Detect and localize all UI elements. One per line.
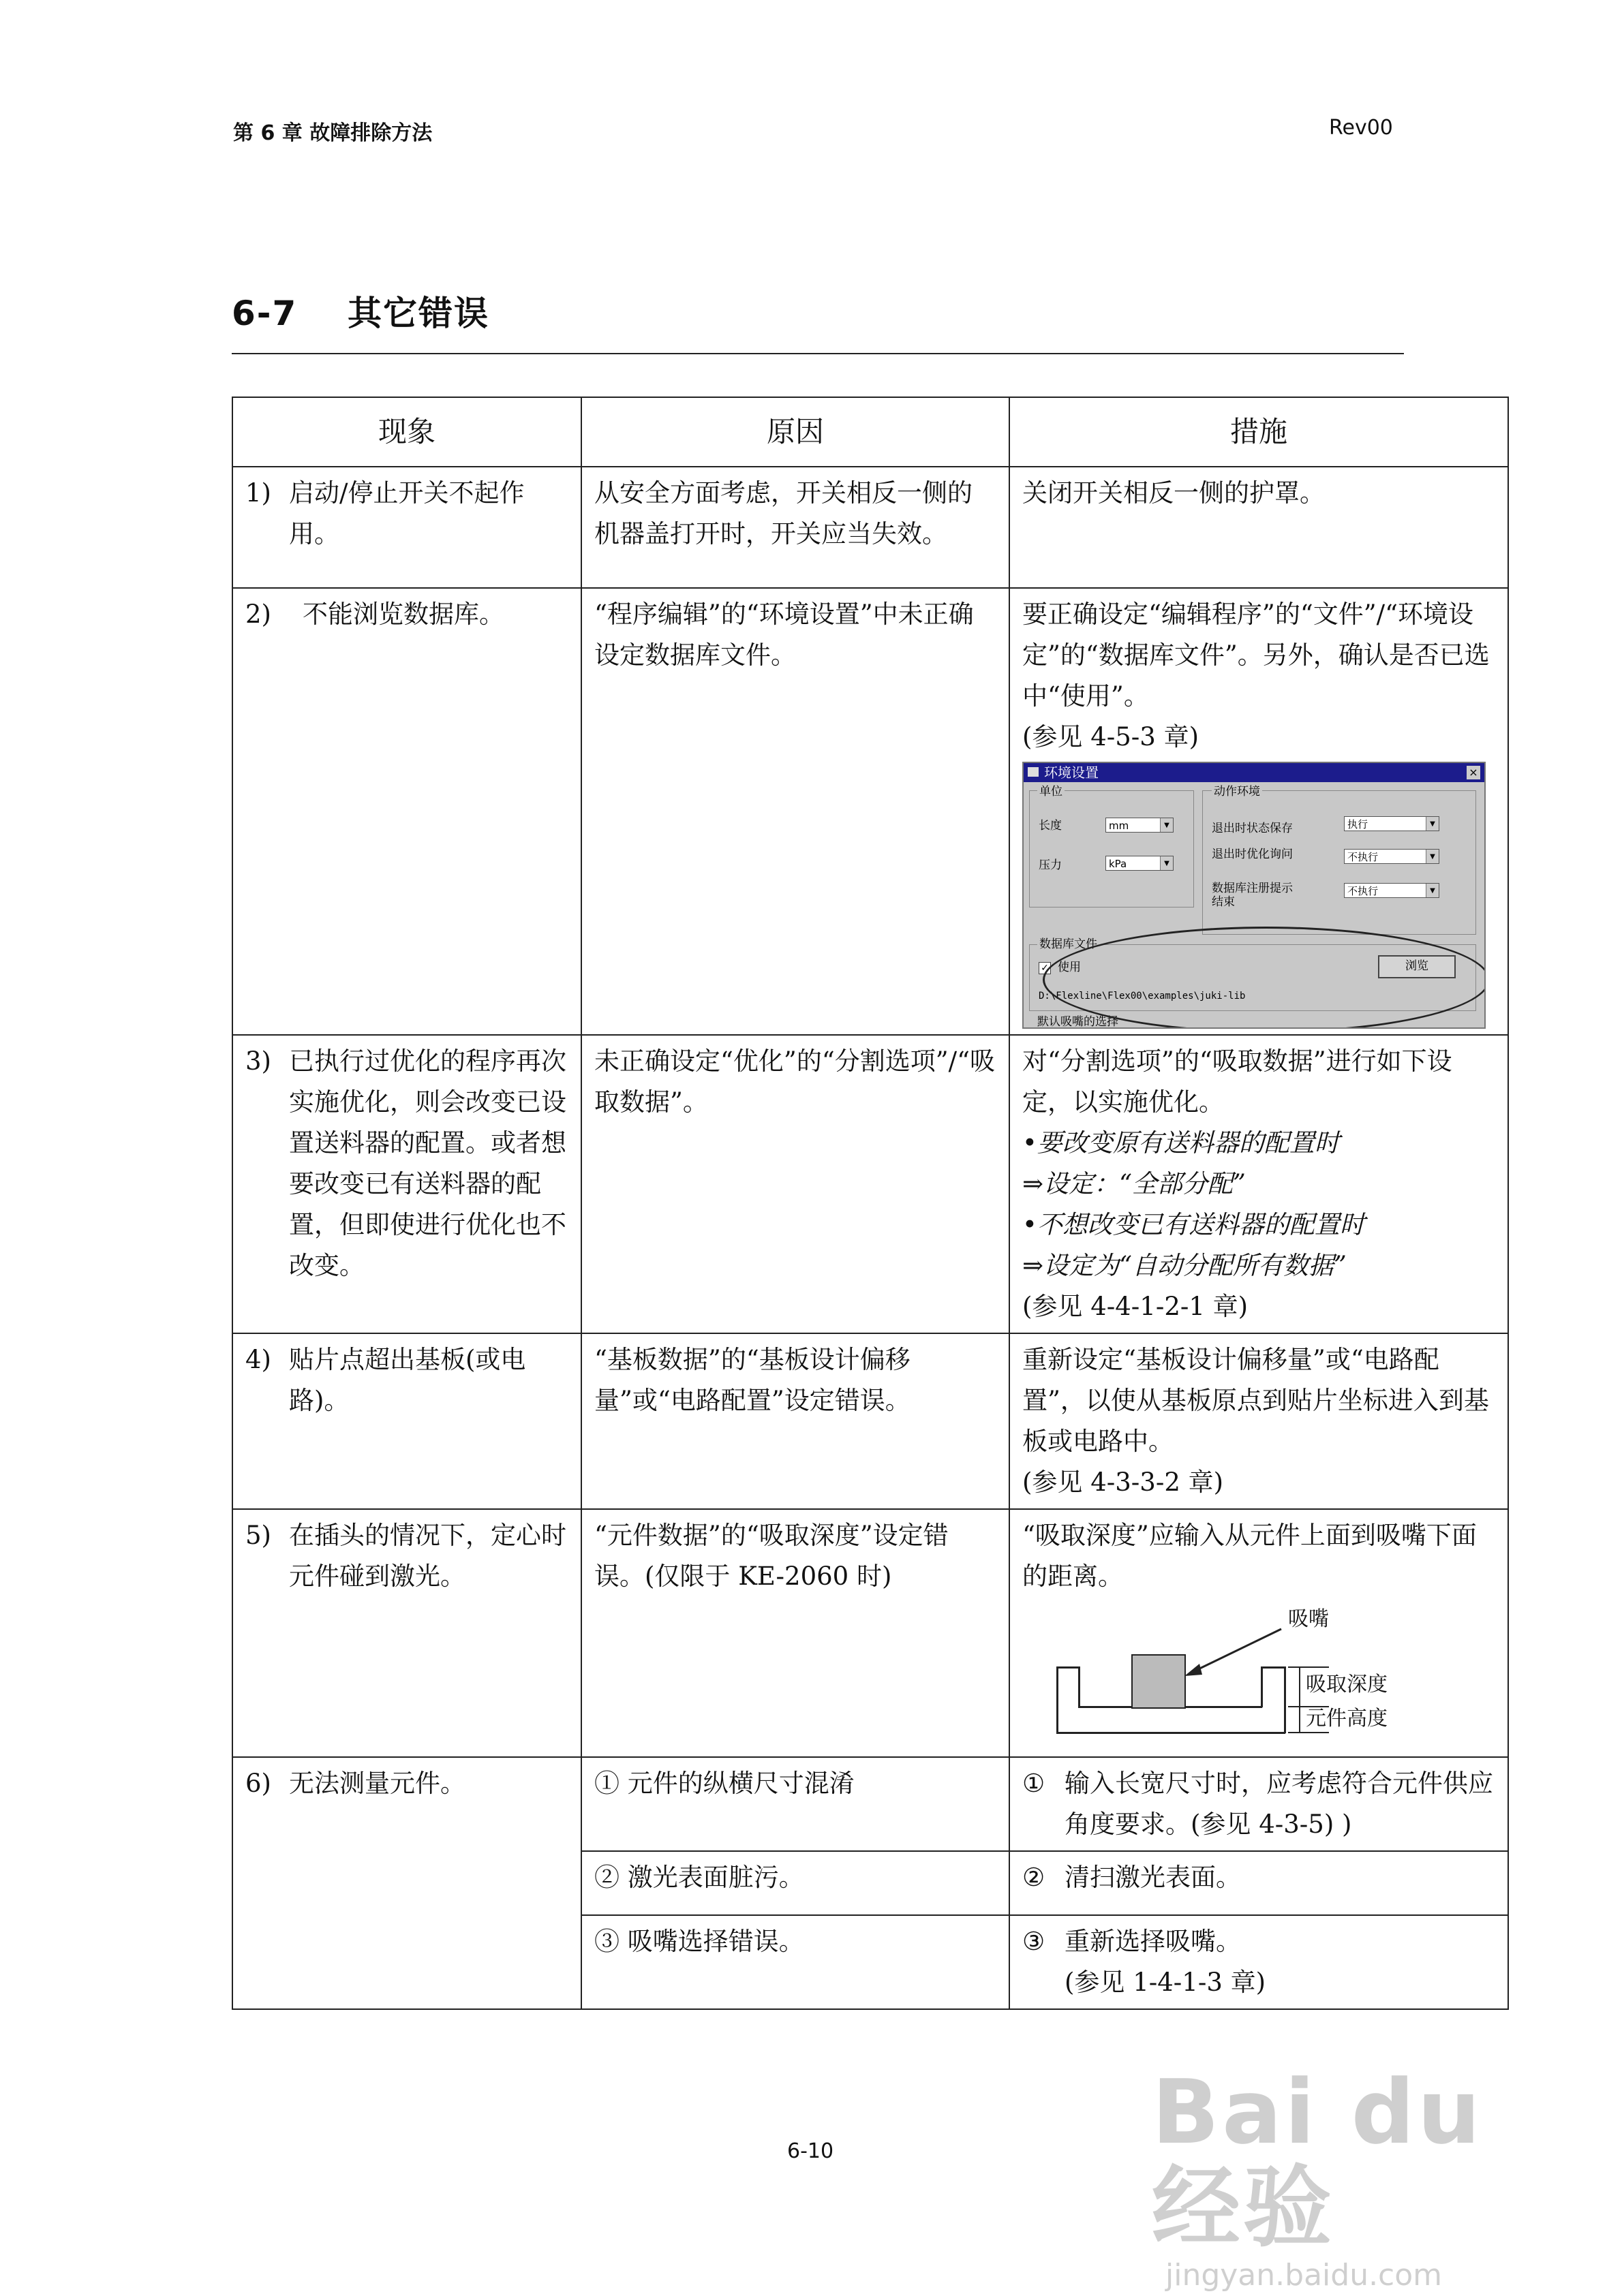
measure-cell (1009, 1509, 1508, 1757)
default-nozzle-group-label: 默认吸嘴的选择 (1037, 1015, 1118, 1029)
measure-cell (1009, 588, 1508, 1035)
cause-cell: “程序编辑”的“环境设置”中未正确设定数据库文件。 (581, 588, 1009, 1035)
chevron-down-icon: ▼ (1426, 884, 1439, 897)
baidu-watermark (1152, 2060, 1533, 2293)
table-row (232, 1333, 1508, 1509)
phenomenon-text: 无法测量元件。 (289, 1769, 465, 1798)
measure-setting: ⇒设定：“全部分配” (1022, 1169, 1246, 1198)
chevron-down-icon: ▼ (1426, 850, 1439, 863)
header-cause: 原因 (581, 397, 1009, 467)
phenomenon-text: 贴片点超出基板(或电路)。 (289, 1345, 526, 1415)
exit-save-select[interactable]: 执行 ▼ (1344, 816, 1439, 831)
window-icon (1028, 767, 1039, 777)
close-icon[interactable]: × (1467, 766, 1480, 779)
measure-reference: (参见 1-4-1-3 章) (1065, 1968, 1266, 1997)
cause-cell: ① 元件的纵横尺寸混淆 (581, 1757, 1009, 1851)
measure-number: ③ (1022, 1927, 1045, 1956)
table-row (232, 1757, 1508, 1851)
component-height-label: 元件高度 (1306, 1707, 1388, 1731)
dialog-title: 环境设置 (1044, 764, 1099, 781)
measure-cell (1009, 1757, 1508, 1851)
db-reg-label: 数据库注册提示结束 (1212, 882, 1293, 909)
phenomenon-cell (232, 1509, 581, 1757)
phenomenon-text: 在插头的情况下，定心时元件碰到激光。 (289, 1521, 566, 1591)
database-path: D:\Flexline\Flex00\examples\juki-lib (1039, 991, 1246, 1002)
measure-cell (1009, 1851, 1508, 1915)
cause-cell: 未正确设定“优化”的“分割选项”/“吸取数据”。 (581, 1035, 1009, 1333)
table-row (232, 588, 1508, 1035)
cause-cell: “元件数据”的“吸取深度”设定错误。(仅限于 KE-2060 时) (581, 1509, 1009, 1757)
measure-text: 对“分割选项”的“吸取数据”进行如下设定，以实施优化。 (1022, 1046, 1452, 1117)
table-row (232, 1509, 1508, 1757)
page-number: 6-10 (787, 2139, 834, 2163)
table-header-row (232, 397, 1508, 467)
measure-text: 要正确设定“编辑程序”的“文件”/“环境设定”的“数据库文件”。另外，确认是否已选中“使用”。 (1022, 600, 1490, 711)
measure-bullet: •不想改变已有送料器的配置时 (1022, 1210, 1365, 1239)
cause-cell: ③ 吸嘴选择错误。 (581, 1915, 1009, 2009)
header-phenomenon: 现象 (232, 397, 581, 467)
use-checkbox[interactable]: ✓ (1039, 962, 1051, 974)
exit-opt-select[interactable]: 不执行 ▼ (1344, 849, 1439, 864)
chapter-header: 第 6 章 故障排除方法 (233, 121, 433, 145)
section-number: 6-7 (232, 294, 298, 333)
chevron-down-icon: ▼ (1426, 817, 1439, 831)
db-reg-select[interactable]: 不执行 ▼ (1344, 883, 1439, 898)
phenomenon-cell (232, 1757, 581, 2009)
suction-depth-label: 吸取深度 (1306, 1673, 1388, 1696)
use-label: 使用 (1058, 961, 1081, 974)
watermark-url: jingyan.baidu.com (1165, 2258, 1443, 2293)
length-label: 长度 (1039, 819, 1062, 833)
measure-cell (1009, 1333, 1508, 1509)
chevron-down-icon: ▼ (1160, 818, 1173, 832)
row-number: 2) (245, 600, 271, 629)
measure-number: ② (1022, 1863, 1045, 1892)
measure-cell (1009, 1035, 1508, 1333)
row-number: 4) (245, 1345, 271, 1374)
section-title-text: 其它错误 (348, 294, 489, 333)
measure-number: ① (1022, 1769, 1045, 1798)
row-number: 1) (245, 478, 271, 508)
watermark-brand: Bai du 经验 (1152, 2060, 1484, 2259)
row-number: 6) (245, 1769, 271, 1798)
phenomenon-cell (232, 1333, 581, 1509)
arrow-icon (1179, 1626, 1288, 1687)
component-box (1131, 1654, 1186, 1709)
nozzle-diagram (1056, 1605, 1438, 1731)
measure-text: 输入长宽尺寸时，应考虑符合元件供应角度要求。(参见 4-3-5) ) (1065, 1769, 1493, 1839)
table-row (232, 1035, 1508, 1333)
cause-cell: “基板数据”的“基板设计偏移量”或“电路配置”设定错误。 (581, 1333, 1009, 1509)
phenomenon-text: 不能浏览数据库。 (303, 600, 504, 629)
table-row (232, 467, 1508, 588)
section-divider (232, 353, 1404, 354)
highlight-ellipse (1043, 927, 1486, 1029)
chevron-down-icon: ▼ (1160, 856, 1173, 870)
pressure-select[interactable]: kPa ▼ (1105, 856, 1174, 871)
row-number: 3) (245, 1046, 271, 1076)
database-file-group-label: 数据库文件 (1037, 937, 1099, 951)
error-table (232, 397, 1509, 2010)
measure-setting: ⇒设定为“自动分配所有数据” (1022, 1251, 1347, 1280)
measure-reference: (参见 4-3-3-2 章) (1022, 1468, 1224, 1497)
measure-reference: (参见 4-4-1-2-1 章) (1022, 1292, 1249, 1321)
measure-text: “吸取深度”应输入从元件上面到吸嘴下面的距离。 (1022, 1521, 1477, 1591)
row-number: 5) (245, 1521, 271, 1550)
phenomenon-cell (232, 588, 581, 1035)
phenomenon-cell (232, 467, 581, 588)
length-select[interactable]: mm ▼ (1105, 818, 1174, 833)
phenomenon-text: 启动/停止开关不起作用。 (289, 478, 525, 548)
exit-save-label: 退出时状态保存 (1212, 822, 1293, 835)
measure-cell (1009, 1915, 1508, 2009)
measure-text: 重新设定“基板设计偏移量”或“电路配置”，以使从基板原点到贴片坐标进入到基板或电路中。 (1022, 1345, 1489, 1456)
pressure-label: 压力 (1039, 858, 1062, 872)
phenomenon-cell (232, 1035, 581, 1333)
browse-button[interactable]: 浏览 (1378, 955, 1456, 978)
section-title (232, 286, 489, 335)
phenomenon-text: 已执行过优化的程序再次实施优化，则会改变已设置送料器的配置。或者想要改变已有送料器的配置，但即使进行优化也不改变。 (289, 1046, 566, 1280)
header-measure: 措施 (1009, 397, 1508, 467)
measure-text: 重新选择吸嘴。 (1065, 1927, 1241, 1956)
measure-bullet: •要改变原有送料器的配置时 (1022, 1128, 1340, 1158)
unit-group-label: 单位 (1037, 785, 1065, 798)
exit-opt-label: 退出时优化询问 (1212, 848, 1293, 861)
measure-cell (1009, 467, 1508, 588)
measure-reference: (参见 4-5-3 章) (1022, 722, 1199, 751)
action-group-label: 动作环境 (1212, 785, 1262, 798)
nozzle-label: 吸嘴 (1288, 1607, 1329, 1631)
measure-text: 清扫激光表面。 (1065, 1863, 1241, 1892)
cause-cell: ② 激光表面脏污。 (581, 1851, 1009, 1915)
unit-group (1029, 790, 1194, 907)
environment-settings-dialog (1022, 762, 1486, 1029)
cause-cell: 从安全方面考虑，开关相反一侧的机器盖打开时，开关应当失效。 (581, 467, 1009, 588)
revision-label: Rev00 (1329, 116, 1393, 140)
dialog-titlebar (1024, 763, 1484, 782)
measure-text: 关闭开关相反一侧的护罩。 (1022, 478, 1325, 508)
